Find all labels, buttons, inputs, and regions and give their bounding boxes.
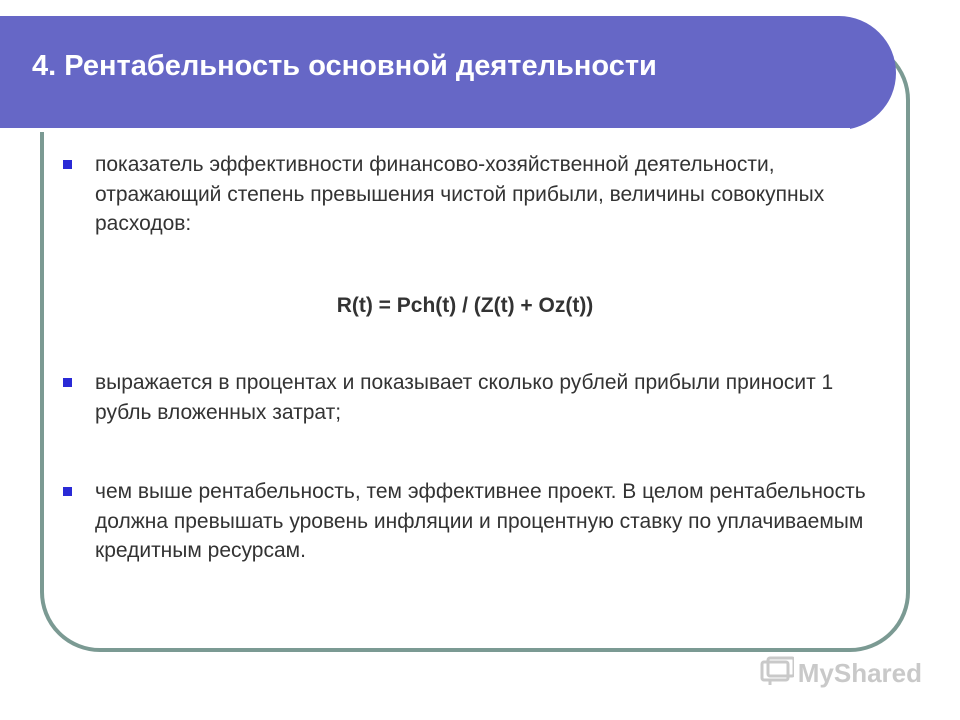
bullet-text-1: показатель эффективности финансово-хозяйственной деятельности, отражающий степень превышения чистой прибыли, величины совокупных расходов: <box>95 153 825 235</box>
watermark-text: MyShared <box>797 658 922 688</box>
bullet-marker-1 <box>63 160 72 169</box>
slide-title: 4. Рентабельность основной деятельности <box>32 50 657 82</box>
title-underline <box>0 128 850 132</box>
formula: R(t) = Pch(t) / (Z(t) + Oz(t)) <box>336 294 594 317</box>
bullet-text-2: выражается в процентах и показывает сколько рублей прибыли приносит 1 рубль вложенных затрат; <box>95 371 834 424</box>
bullet-marker-2 <box>63 378 72 387</box>
bullet-marker-3 <box>63 487 72 496</box>
watermark <box>760 656 922 691</box>
bullet-text-3: чем выше рентабельность, тем эффективнее проект. В целом рентабельность должна превышать уровень инфляции и процентную ставку по уплачиваемым кредитным ресурсам. <box>95 480 866 562</box>
myshared-logo-icon <box>760 656 794 691</box>
